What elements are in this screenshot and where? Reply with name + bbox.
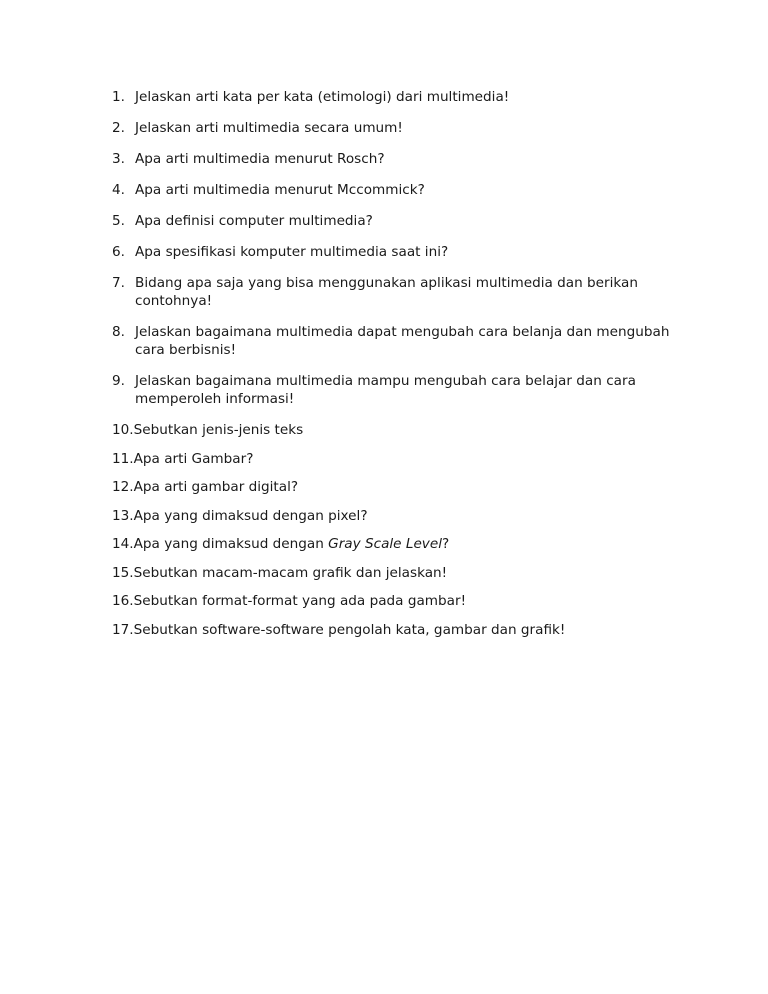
- question-item-16: [112, 592, 672, 610]
- question-number: 7.: [112, 275, 125, 291]
- question-number: 15.: [112, 564, 134, 581]
- question-text: Sebutkan software-software pengolah kata, gambar dan grafik!: [133, 621, 566, 638]
- question-number: 2.: [112, 120, 125, 136]
- question-text: [134, 535, 672, 553]
- question-item-17: [112, 621, 672, 639]
- question-item-13: [112, 507, 672, 525]
- question-text: Apa definisi computer multimedia?: [135, 213, 373, 229]
- question-number: 8.: [112, 324, 125, 340]
- question-text: Apa arti Gambar?: [133, 450, 254, 467]
- question-item-9: [112, 372, 672, 408]
- question-item-6: [112, 243, 672, 261]
- question-item-5: [112, 212, 672, 230]
- question-item-8: [112, 323, 672, 359]
- question-text: Apa spesifikasi komputer multimedia saat ini?: [135, 244, 449, 260]
- question-text: Apa arti multimedia menurut Rosch?: [135, 151, 385, 167]
- question-text: Bidang apa saja yang bisa menggunakan aplikasi multimedia dan berikan contohnya!: [135, 275, 638, 309]
- question-item-4: [112, 181, 672, 199]
- question-number: 13.: [112, 507, 134, 524]
- question-number: 5.: [112, 213, 125, 229]
- question-item-11: [112, 450, 672, 468]
- question-item-15: [112, 564, 672, 582]
- question-item-3: [112, 150, 672, 168]
- question-item-14: [112, 535, 672, 553]
- question-item-7: [112, 274, 672, 310]
- question-text: Jelaskan arti kata per kata (etimologi) dari multimedia!: [135, 89, 510, 105]
- question-number: 11.: [112, 450, 134, 467]
- question-item-10: [112, 421, 672, 439]
- question-text-after: ?: [442, 536, 450, 552]
- question-item-1: [112, 88, 672, 106]
- question-text: Apa yang dimaksud dengan pixel?: [133, 507, 368, 524]
- question-text: Sebutkan format-format yang ada pada gambar!: [133, 593, 467, 609]
- question-number: 4.: [112, 182, 125, 198]
- question-text: Jelaskan bagaimana multimedia dapat mengubah cara belanja dan mengubah cara berbisnis!: [135, 324, 670, 358]
- question-text-before: Apa yang dimaksud dengan: [133, 536, 329, 552]
- question-text: Apa arti gambar digital?: [133, 479, 299, 495]
- question-text: Sebutkan jenis-jenis teks: [133, 422, 304, 438]
- question-number: 6.: [112, 244, 125, 260]
- question-number: 10.: [112, 422, 134, 438]
- question-text-italic: Gray Scale Level: [328, 536, 442, 552]
- question-number: 17.: [112, 621, 134, 638]
- question-text: Sebutkan macam-macam grafik dan jelaskan!: [133, 564, 448, 581]
- question-number: 14.: [112, 536, 134, 552]
- question-number: 9.: [112, 373, 125, 389]
- question-list: [112, 88, 672, 649]
- question-text: Apa arti multimedia menurut Mccommick?: [135, 182, 425, 198]
- question-text: Jelaskan bagaimana multimedia mampu mengubah cara belajar dan cara memperoleh informasi!: [135, 373, 636, 407]
- question-number: 16.: [112, 593, 134, 609]
- question-number: 1.: [112, 89, 125, 105]
- question-number: 3.: [112, 151, 125, 167]
- question-text: Jelaskan arti multimedia secara umum!: [135, 120, 403, 136]
- question-number: 12.: [112, 479, 134, 495]
- question-item-12: [112, 478, 672, 496]
- question-item-2: [112, 119, 672, 137]
